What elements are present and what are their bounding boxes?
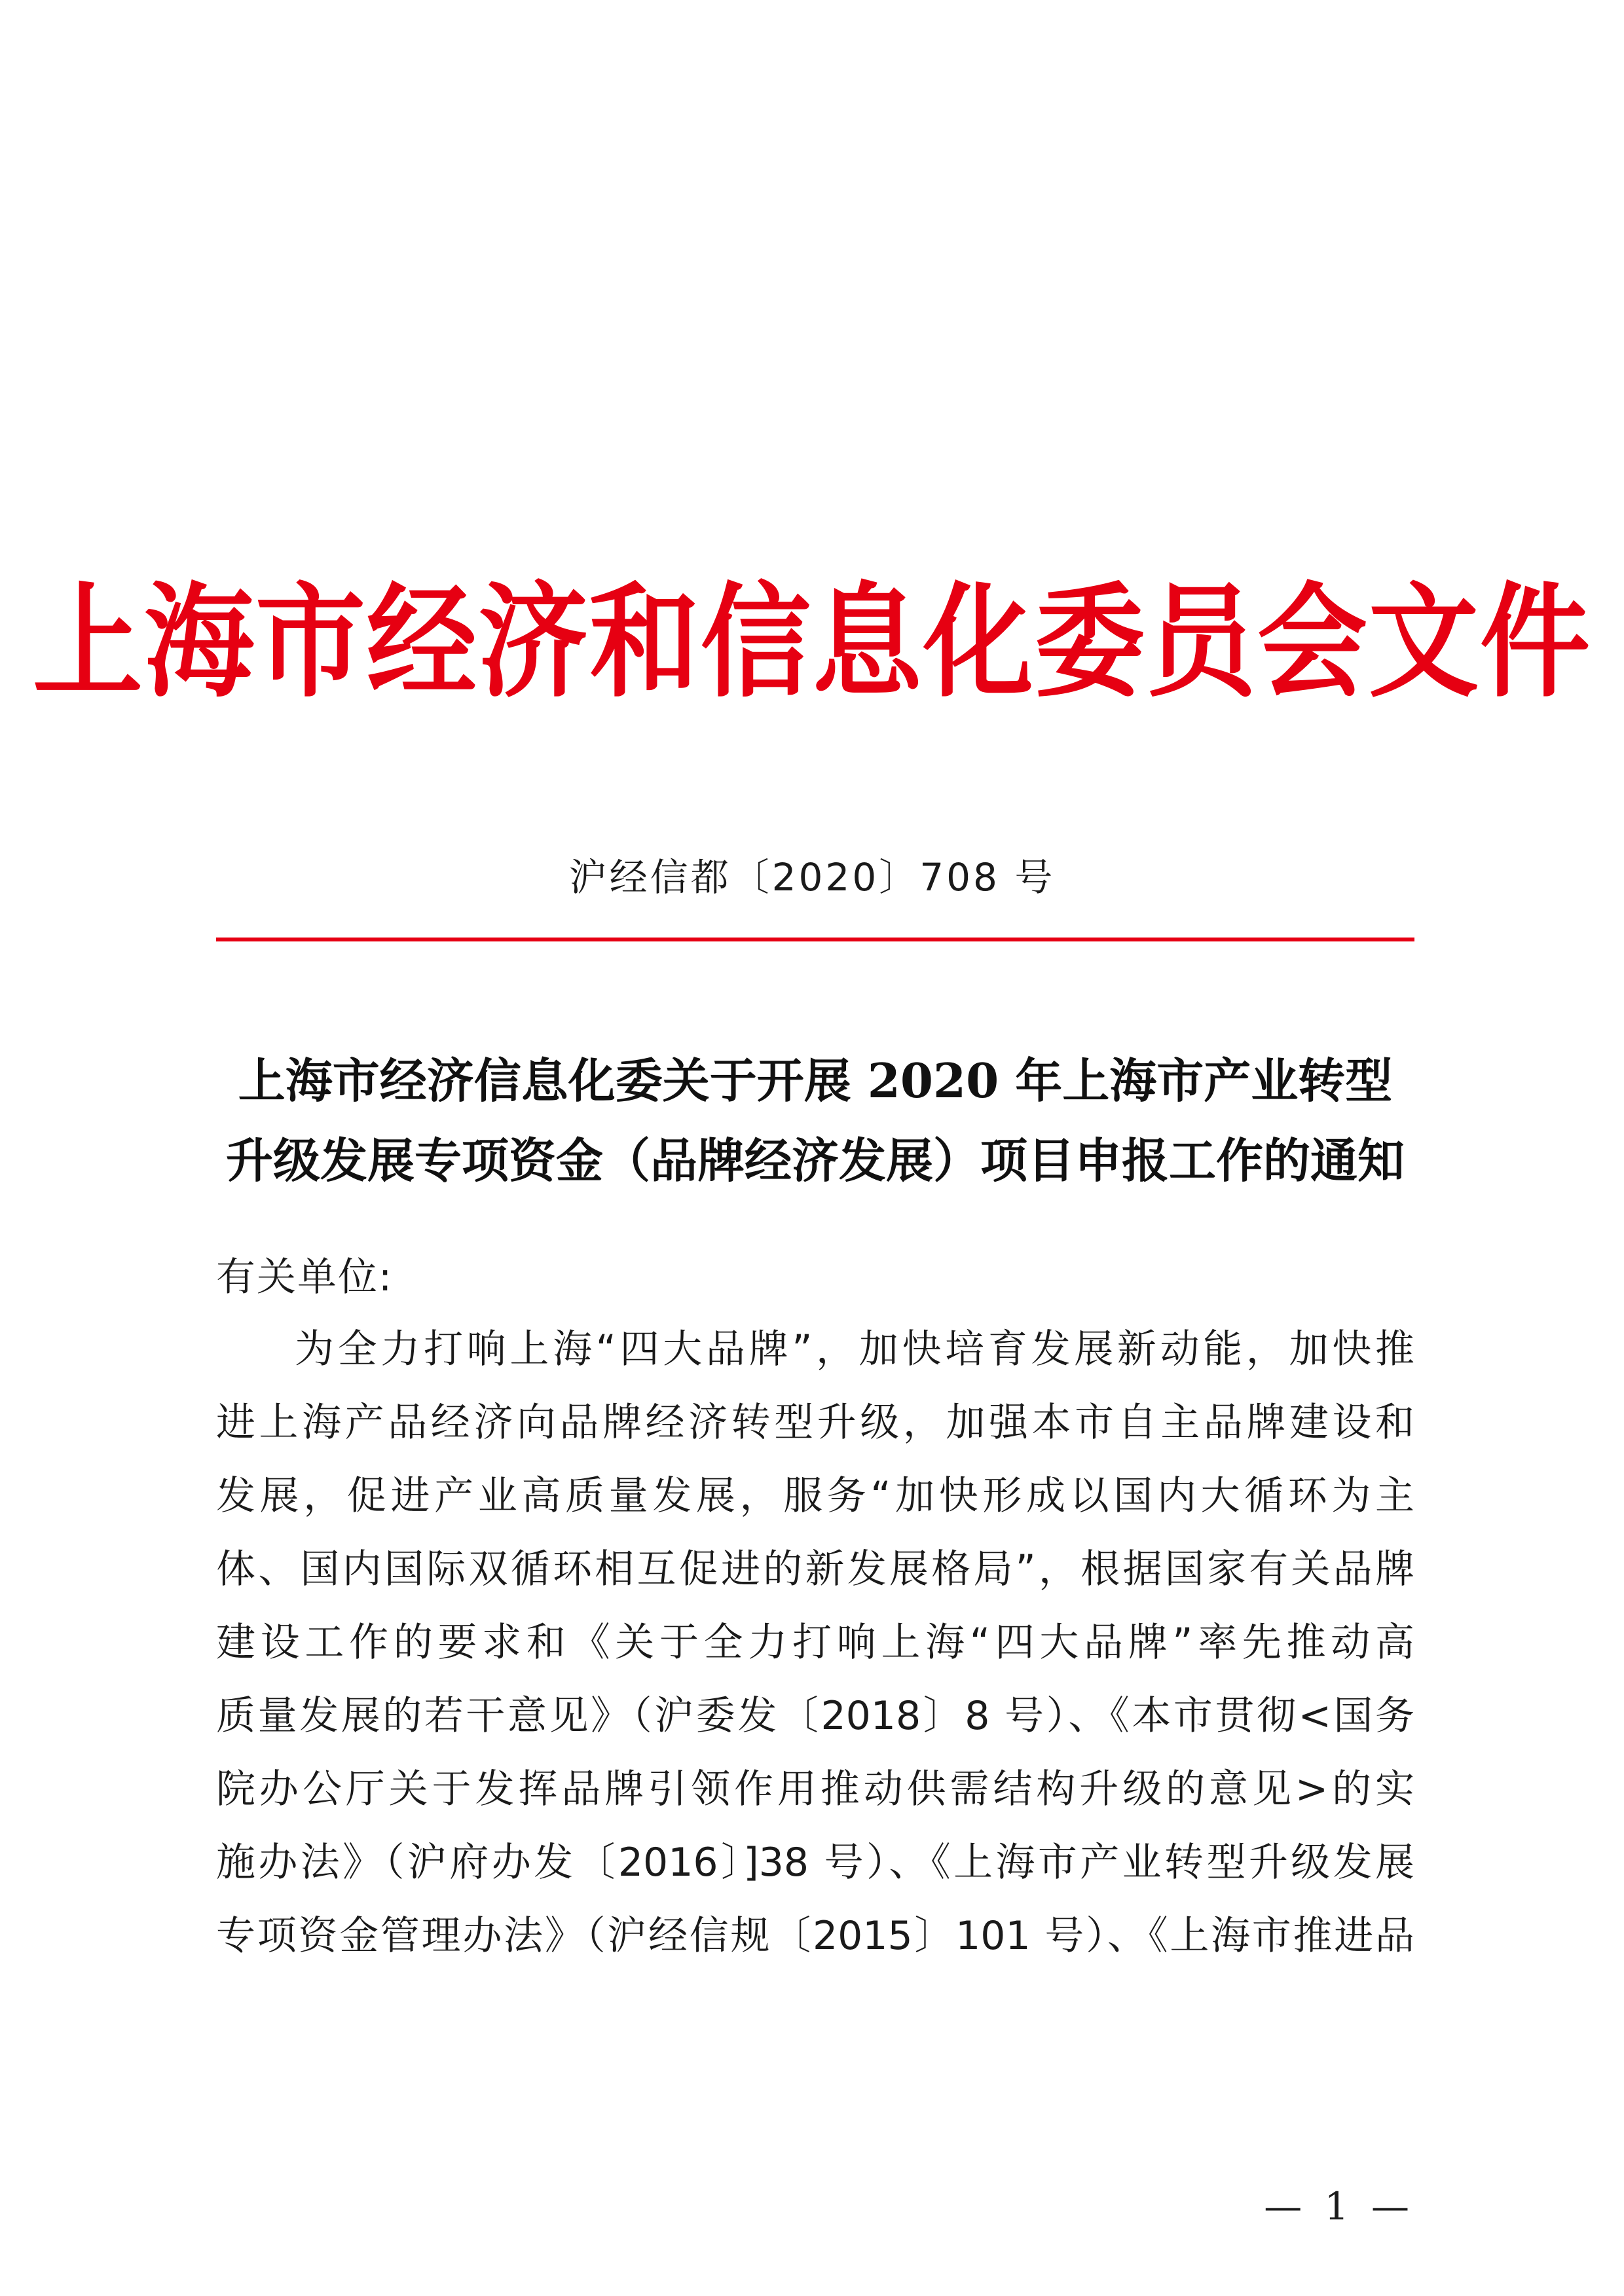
body-line: 院办公厅关于发挥品牌引领作用推动供需结构升级的意见>的实 [216, 1766, 1414, 1812]
masthead-title: 上海市经济和信息化委员会文件 [33, 569, 1591, 714]
body-line: 进上海产品经济向品牌经济转型升级，加强本市自主品牌建设和 [216, 1400, 1414, 1446]
body-line: 质量发展的若干意见》（沪委发〔2018〕8 号）、《本市贯彻<国务 [216, 1693, 1414, 1739]
body-line: 建设工作的要求和《关于全力打响上海“四大品牌”率先推动高 [216, 1620, 1414, 1666]
notice-title-line-1: 上海市经济信息化委关于开展 2020 年上海市产业转型 [238, 1053, 1393, 1108]
body-line: 施办法》（沪府办发〔2016〕]38 号）、《上海市产业转型升级发展 [216, 1840, 1414, 1886]
body-paragraph [216, 1313, 1414, 1973]
notice-title-line-2: 升级发展专项资金（品牌经济发展）项目申报工作的通知 [225, 1133, 1405, 1188]
page-number: — 1 — [1264, 2184, 1414, 2229]
salutation: 有关单位: [216, 1254, 394, 1300]
body-line: 专项资金管理办法》（沪经信规〔2015〕101 号）、《上海市推进品 [216, 1913, 1414, 1959]
body-line: 发展，促进产业高质量发展，服务“加快形成以国内大循环为主 [216, 1473, 1414, 1519]
document-number: 沪经信都〔2020〕708 号 [568, 855, 1056, 900]
body-line: 为全力打响上海“四大品牌”，加快培育发展新动能，加快推 [295, 1326, 1414, 1372]
body-line: 体、国内国际双循环相互促进的新发展格局”，根据国家有关品牌 [216, 1546, 1414, 1592]
red-divider-line [216, 938, 1414, 941]
notice-title [216, 1041, 1414, 1201]
